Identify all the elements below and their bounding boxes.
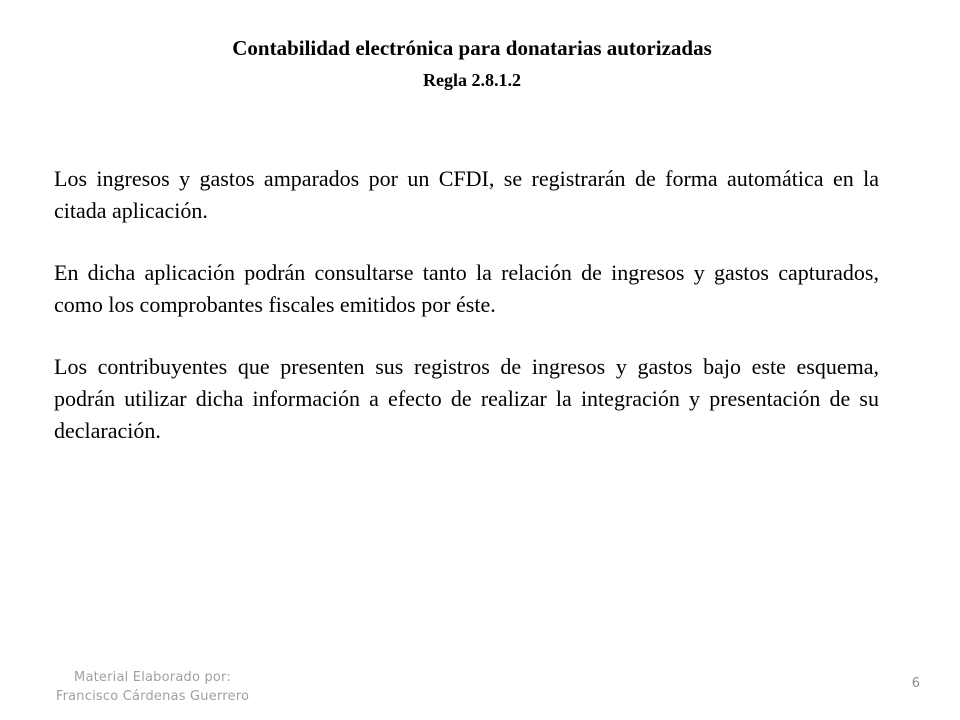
paragraph-consultation: En dicha aplicación podrán consultarse tanto la relación de ingresos y gastos capturados, como los comprobantes fiscales emitidos por éste. [54, 260, 879, 317]
footer-credit-line2: Francisco Cárdenas Guerrero [55, 689, 250, 704]
footer-credit-line1: Material Elaborado por: [74, 670, 231, 685]
footer-credit [30, 668, 275, 706]
paragraph-cfdi-registration: Los ingresos y gastos amparados por un CFDI, se registrarán de forma automática en la citada aplicación. [54, 166, 879, 223]
body-content [54, 163, 879, 477]
slide-title: Contabilidad electrónica para donatarias autorizadas [232, 36, 712, 60]
paragraph-declaration: Los contribuyentes que presenten sus registros de ingresos y gastos bajo este esquema, podrán utilizar dicha información a efecto de realizar la integración y presentación de su declaración. [54, 354, 879, 443]
page-number: 6 [911, 676, 920, 691]
slide-subtitle: Regla 2.8.1.2 [423, 70, 521, 90]
